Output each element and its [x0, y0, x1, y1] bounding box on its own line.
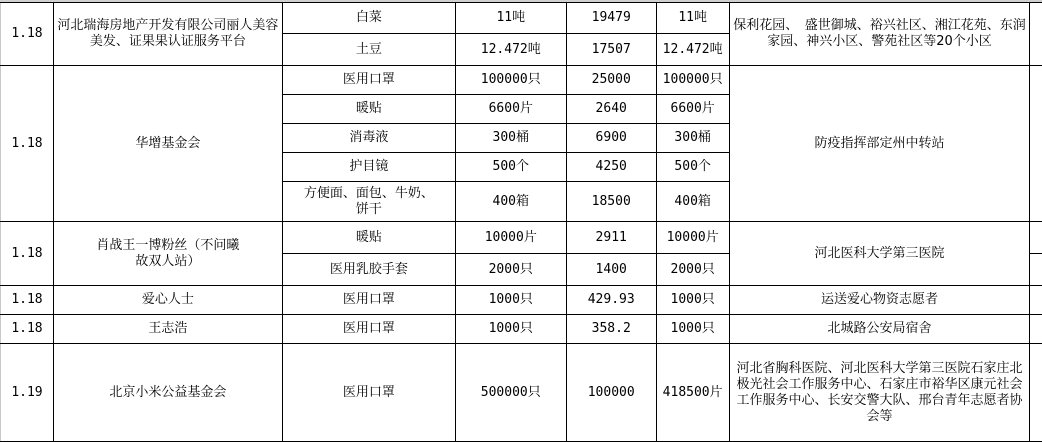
value-cell[interactable]: 19479 [566, 3, 656, 34]
item-cell[interactable]: 暖贴 [282, 95, 455, 124]
item-cell[interactable]: 暖贴 [282, 222, 455, 254]
delivered-quantity-cell[interactable]: 12.472吨 [656, 34, 729, 66]
value-cell[interactable]: 358.2 [566, 315, 656, 344]
value-cell[interactable]: 17507 [566, 34, 656, 66]
quantity-cell[interactable]: 500个 [455, 153, 566, 182]
item-cell[interactable]: 护目镜 [282, 153, 455, 182]
empty-cell[interactable] [1030, 344, 1042, 442]
item-cell[interactable]: 医用口罩 [282, 286, 455, 315]
donor-cell[interactable]: 王志浩 [53, 315, 282, 344]
table-row [1, 66, 1042, 95]
item-cell[interactable]: 白菜 [282, 3, 455, 34]
donor-cell[interactable]: 河北瑞海房地产开发有限公司丽人美容美发、证果果认证服务平台 [53, 3, 282, 66]
item-cell[interactable]: 医用口罩 [282, 66, 455, 95]
quantity-cell[interactable]: 10000片 [455, 222, 566, 254]
delivered-quantity-cell[interactable]: 11吨 [656, 3, 729, 34]
delivered-quantity-cell[interactable]: 1000只 [656, 286, 729, 315]
empty-cell[interactable] [1030, 222, 1042, 254]
quantity-cell[interactable]: 12.472吨 [455, 34, 566, 66]
date-cell[interactable]: 1.18 [1, 222, 54, 286]
date-cell[interactable]: 1.18 [1, 315, 54, 344]
table-row [1, 344, 1042, 442]
delivered-quantity-cell[interactable]: 100000只 [656, 66, 729, 95]
delivered-quantity-cell[interactable]: 418500片 [656, 344, 729, 442]
value-cell[interactable]: 4250 [566, 153, 656, 182]
delivered-quantity-cell[interactable]: 300桶 [656, 124, 729, 153]
quantity-cell[interactable]: 400箱 [455, 182, 566, 222]
delivered-quantity-cell[interactable]: 1000只 [656, 315, 729, 344]
empty-cell[interactable] [1030, 315, 1042, 344]
value-cell[interactable]: 429.93 [566, 286, 656, 315]
date-cell[interactable]: 1.19 [1, 344, 54, 442]
delivered-quantity-cell[interactable]: 2000只 [656, 254, 729, 286]
item-cell[interactable]: 土豆 [282, 34, 455, 66]
donor-cell[interactable]: 华增基金会 [53, 66, 282, 222]
quantity-cell[interactable]: 1000只 [455, 315, 566, 344]
recipient-cell[interactable]: 保利花园、 盛世御城、裕兴社区、湘江花苑、东润家园、神兴小区、警苑社区等20个小区 [729, 3, 1030, 66]
table-row [1, 3, 1042, 34]
item-cell[interactable]: 方便面、面包、牛奶、饼干 [282, 182, 455, 222]
item-cell[interactable]: 消毒液 [282, 124, 455, 153]
item-cell[interactable]: 医用乳胶手套 [282, 254, 455, 286]
value-cell[interactable]: 1400 [566, 254, 656, 286]
recipient-cell[interactable]: 运送爱心物资志愿者 [729, 286, 1030, 315]
empty-cell[interactable] [1030, 254, 1042, 286]
empty-cell[interactable] [1030, 66, 1042, 222]
quantity-cell[interactable]: 100000只 [455, 66, 566, 95]
date-cell[interactable]: 1.18 [1, 3, 54, 66]
recipient-cell[interactable]: 北城路公安局宿舍 [729, 315, 1030, 344]
donation-table-wrapper [0, 2, 1042, 442]
value-cell[interactable]: 2911 [566, 222, 656, 254]
quantity-cell[interactable]: 11吨 [455, 3, 566, 34]
value-cell[interactable]: 25000 [566, 66, 656, 95]
recipient-cell[interactable]: 防疫指挥部定州中转站 [729, 66, 1030, 222]
date-cell[interactable]: 1.18 [1, 286, 54, 315]
date-cell[interactable]: 1.18 [1, 66, 54, 222]
delivered-quantity-cell[interactable]: 500个 [656, 153, 729, 182]
donor-cell[interactable]: 爱心人士 [53, 286, 282, 315]
quantity-cell[interactable]: 1000只 [455, 286, 566, 315]
quantity-cell[interactable]: 2000只 [455, 254, 566, 286]
empty-cell[interactable] [1030, 286, 1042, 315]
value-cell[interactable]: 6900 [566, 124, 656, 153]
item-cell[interactable]: 医用口罩 [282, 315, 455, 344]
table-row [1, 222, 1042, 254]
quantity-cell[interactable]: 300桶 [455, 124, 566, 153]
delivered-quantity-cell[interactable]: 400箱 [656, 182, 729, 222]
value-cell[interactable]: 100000 [566, 344, 656, 442]
donation-table [0, 2, 1042, 442]
quantity-cell[interactable]: 500000只 [455, 344, 566, 442]
donor-cell[interactable]: 肖战王一博粉丝（不问曦故双人站） [53, 222, 282, 286]
empty-cell[interactable] [1030, 3, 1042, 66]
value-cell[interactable]: 18500 [566, 182, 656, 222]
table-row [1, 315, 1042, 344]
quantity-cell[interactable]: 6600片 [455, 95, 566, 124]
donor-cell[interactable]: 北京小米公益基金会 [53, 344, 282, 442]
recipient-cell[interactable]: 河北省胸科医院、河北医科大学第三医院石家庄北极光社会工作服务中心、石家庄市裕华区康元社会工作服务中心、长安交警大队、邢台青年志愿者协会等 [729, 344, 1030, 442]
value-cell[interactable]: 2640 [566, 95, 656, 124]
delivered-quantity-cell[interactable]: 10000片 [656, 222, 729, 254]
table-row [1, 286, 1042, 315]
delivered-quantity-cell[interactable]: 6600片 [656, 95, 729, 124]
item-cell[interactable]: 医用口罩 [282, 344, 455, 442]
recipient-cell[interactable]: 河北医科大学第三医院 [729, 222, 1030, 286]
